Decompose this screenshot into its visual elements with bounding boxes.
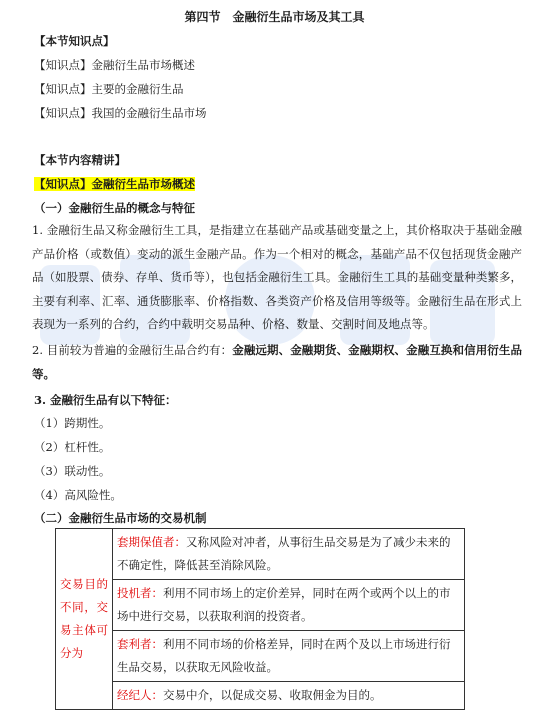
- table-cell: [113, 631, 465, 682]
- paragraph-2-bold: 金融远期、金融期货、金融期权、金融互换和信用衍生品等。: [32, 343, 522, 381]
- page-title: 第四节 金融衍生品市场及其工具: [184, 10, 365, 24]
- table-cell: [113, 580, 465, 631]
- feature-item-1: （1）跨期性。: [34, 416, 111, 430]
- table-row: [56, 631, 465, 682]
- knowledge-point-3: 【知识点】我国的金融衍生品市场: [34, 106, 207, 120]
- role-label: 投机者：: [117, 586, 163, 600]
- role-label: 套期保值者：: [117, 535, 186, 549]
- role-label: 套利者：: [117, 637, 163, 651]
- role-description: 交易中介，以促成交易、收取佣金为目的。: [163, 688, 382, 702]
- feature-item-3: （3）联动性。: [34, 464, 111, 478]
- table-left-label: 交易目的不同，交易主体可分为: [56, 529, 113, 710]
- table-row: [56, 529, 465, 580]
- features-title: 3. 金融衍生品有以下特征：: [34, 393, 177, 407]
- role-description: 利用不同市场上的定价差异，同时在两个或两个以上的市场中进行交易，以获取利润的投资者。: [117, 586, 451, 623]
- knowledge-point-1: 【知识点】金融衍生品市场概述: [34, 58, 195, 72]
- highlighted-knowledge-point: 【知识点】金融衍生品市场概述: [34, 177, 195, 191]
- table-cell: [113, 529, 465, 580]
- role-label: 经纪人：: [117, 688, 163, 702]
- section2-title: （二）金融衍生品市场的交易机制: [34, 511, 207, 525]
- section1-title: （一）金融衍生品的概念与特征: [34, 201, 195, 215]
- role-description: 利用不同市场的价格差异，同时在两个及以上市场进行衍生品交易，以获取无风险收益。: [117, 637, 451, 674]
- paragraph-1: 1. 金融衍生品又称金融衍生工具，是指建立在基础产品或基础变量之上，其价格取决于基础金融产品价格（或数值）变动的派生金融产品。作为一个相对的概念，基础产品不仅包括现货金融产品（如股票、债券、存单、货币等），也包括金融衍生工具。金融衍生工具的基础变量种类繁多，主要有利率、汇率、通货膨胀率、价格指数、各类资产价格及信用等级等。金融衍生品在形式上表现为一系列的合约，合约中载明交易品种、价格、数量、交割时间及地点等。: [32, 223, 522, 331]
- feature-item-4: （4）高风险性。: [34, 488, 122, 502]
- paragraph-2-prefix: 2. 目前较为普遍的金融衍生品合约有：: [32, 343, 233, 357]
- paragraph-2: [32, 339, 522, 386]
- table-row: [56, 682, 465, 710]
- content-header: 【本节内容精讲】: [34, 153, 126, 167]
- trading-mechanism-table: [55, 528, 465, 710]
- table-row: [56, 580, 465, 631]
- feature-item-2: （2）杠杆性。: [34, 440, 111, 454]
- knowledge-point-2: 【知识点】主要的金融衍生品: [34, 82, 184, 96]
- role-description: 又称风险对冲者，从事衍生品交易是为了减少未来的不确定性，降低甚至消除风险。: [117, 535, 451, 572]
- knowledge-header: 【本节知识点】: [34, 34, 115, 48]
- table-cell: [113, 682, 465, 710]
